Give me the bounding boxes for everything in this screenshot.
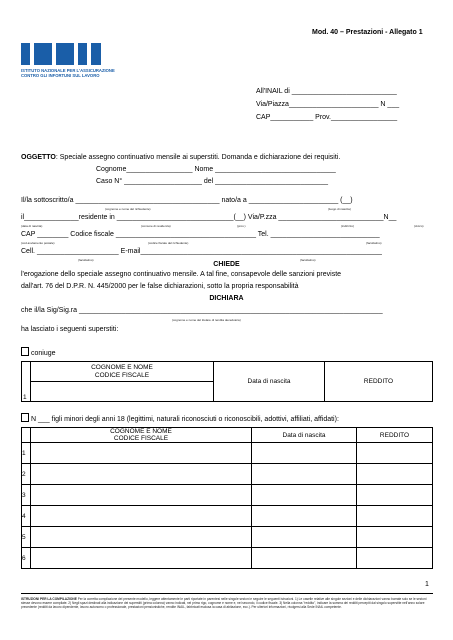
figlio-income-cell[interactable] xyxy=(357,485,433,506)
figlio-income-cell[interactable] xyxy=(357,527,433,548)
figli-label: N ___ figli minori degli anni 18 (legittimi, naturali riconosciuti o riconoscibili, adottivi, affiliati, affidati): xyxy=(31,416,339,423)
figlio-date-cell[interactable] xyxy=(252,443,357,464)
hint: (codice fiscale del richiedente) xyxy=(148,241,189,245)
row-number: 1 xyxy=(22,443,31,464)
address-via: Via/Piazza_______________________ N ___ xyxy=(256,101,400,108)
figlio-name-cell[interactable] xyxy=(31,506,252,527)
figlio-name-cell[interactable] xyxy=(31,464,252,485)
figlio-name-cell[interactable] xyxy=(31,443,252,464)
module-label: Mod. 40 – Prestazioni - Allegato 1 xyxy=(312,29,423,36)
subject-line xyxy=(21,154,340,161)
figlio-name-cell[interactable] xyxy=(31,527,252,548)
figli-table xyxy=(21,427,433,569)
row-number: 5 xyxy=(22,527,31,548)
hint: (indirizzo) xyxy=(341,224,355,228)
form-line-contacts: Cell. _____________________ E-mail______________________________________________________________ xyxy=(21,248,382,255)
col-data-nascita: Data di nascita xyxy=(214,362,325,402)
footer-divider xyxy=(21,593,433,594)
col-reddito: REDDITO xyxy=(325,362,433,402)
subject-label: OGGETTO xyxy=(21,154,56,161)
subject-name-line: Cognome_________________ Nome _______________________________ xyxy=(96,166,336,173)
figli-check xyxy=(21,413,339,423)
col-reddito: REDDITO xyxy=(357,428,433,443)
hint: (cognome e nome del titolare di rendita deceduto/a) xyxy=(172,318,241,322)
figlio-name-cell[interactable] xyxy=(31,548,252,569)
hint: (facoltativo) xyxy=(78,258,94,262)
address-inail: All'INAIL di ___________________________ xyxy=(256,88,397,95)
figlio-income-cell[interactable] xyxy=(357,443,433,464)
coniuge-name-cell[interactable] xyxy=(31,382,214,402)
figlio-income-cell[interactable] xyxy=(357,464,433,485)
hint: (civico) xyxy=(414,224,424,228)
subject-text: : Speciale assegno continuativo mensile ai superstiti. Domanda e dichiarazione dei requisiti. xyxy=(55,154,341,161)
form-line-name: Il/la sottoscritto/a _____________________________________ nato/a a _______________________ (__) xyxy=(21,197,353,204)
address-cap: CAP___________ Prov._________________ xyxy=(256,114,398,121)
figlio-date-cell[interactable] xyxy=(252,464,357,485)
hint: (data di nascita) xyxy=(21,224,43,228)
form-line-cap: CAP ________ Codice fiscale ____________________________________ Tel. ____________________________ xyxy=(21,231,380,238)
row-number: 4 xyxy=(22,506,31,527)
inail-logo-subtitle: ISTITUTO NAZIONALE PER L'ASSICURAZIONE CONTRO GLI INFORTUNI SUL LAVORO xyxy=(21,68,115,78)
figlio-date-cell[interactable] xyxy=(252,527,357,548)
figlio-date-cell[interactable] xyxy=(252,485,357,506)
hint: (prov.) xyxy=(237,224,246,228)
page-number: 1 xyxy=(425,581,429,588)
hint: (cod.avviamento postale) xyxy=(21,241,55,245)
coniuge-check xyxy=(21,347,56,357)
row-number: 2 xyxy=(22,464,31,485)
col-cognome-nome: COGNOME E NOME CODICE FISCALE xyxy=(31,362,214,382)
hint: (cognome e nome del richiedente) xyxy=(105,207,151,211)
dichiara-survivors-line: ha lasciato i seguenti superstiti: xyxy=(21,326,119,333)
instructions-text: Per la corretta compilazione del presente modello, leggere attentamente le parti riportate in parentesi nelle singole sezioni e seguire le seguenti istruzioni. 1) Le caselle relative alle singole sezioni e delle dichiarazioni vanno barrate solo se le sezioni stesse devono essere compilate. 2) Negli spazi destinati alla indicazione dei superstiti (prima colonna) vanno indicati, nel primo rigo, cognome e nome e, nel secondo, il codice fiscale. 3) Nella colonna "reddito", indicare la somma dei redditi percepiti dal singolo superstite nell'anno solare precedente (redditi da lavoro dipendente, lavoro autonomo o professionale, prestazioni pensionistiche, rendite INAIL, fabbricati esclusa la casa di abitazione, ecc.). Per ulteriori informazioni, rivolgersi alla Sede INAIL competente. xyxy=(21,597,427,610)
row-number: 3 xyxy=(22,485,31,506)
coniuge-checkbox[interactable] xyxy=(21,347,29,356)
instructions xyxy=(21,597,433,609)
subject-case-line: Caso N° ____________________ del _____________________________ xyxy=(96,178,329,185)
hint: (luogo di nascita) xyxy=(328,207,351,211)
inail-logo-mark xyxy=(21,43,101,65)
hint: (comune di residenza) xyxy=(141,224,171,228)
figlio-income-cell[interactable] xyxy=(357,548,433,569)
row-number: 1 xyxy=(22,382,31,402)
figli-checkbox[interactable] xyxy=(21,413,29,422)
hint: (facoltativo) xyxy=(300,258,316,262)
figlio-date-cell[interactable] xyxy=(252,548,357,569)
dichiara-title: DICHIARA xyxy=(209,295,244,302)
figlio-name-cell[interactable] xyxy=(31,485,252,506)
figlio-date-cell[interactable] xyxy=(252,506,357,527)
chiede-title: CHIEDE xyxy=(213,261,240,268)
figlio-income-cell[interactable] xyxy=(357,506,433,527)
form-line-residence: il______________residente in ______________________________(__) Via/P.zza ___________________________N__ xyxy=(21,214,397,221)
coniuge-label: coniuge xyxy=(31,350,56,357)
hint: (facoltativo) xyxy=(366,241,382,245)
dichiara-deceased-line: che il/la Sig/Sig.ra ______________________________________________________________________________ xyxy=(21,307,383,314)
chiede-text-2: dall'art. 76 del D.P.R. N. 445/2000 per le false dichiarazioni, sotto la propria responsabilità xyxy=(21,283,299,290)
col-data-nascita: Data di nascita xyxy=(252,428,357,443)
coniuge-table xyxy=(21,361,433,402)
row-number: 6 xyxy=(22,548,31,569)
instructions-label: ISTRUZIONI PER LA COMPILAZIONE xyxy=(21,597,77,601)
chiede-text-1: l'erogazione dello speciale assegno continuativo mensile. A tal fine, consapevole delle sanzioni previste xyxy=(21,271,342,278)
col-cognome-nome: COGNOME E NOME CODICE FISCALE xyxy=(31,428,252,443)
